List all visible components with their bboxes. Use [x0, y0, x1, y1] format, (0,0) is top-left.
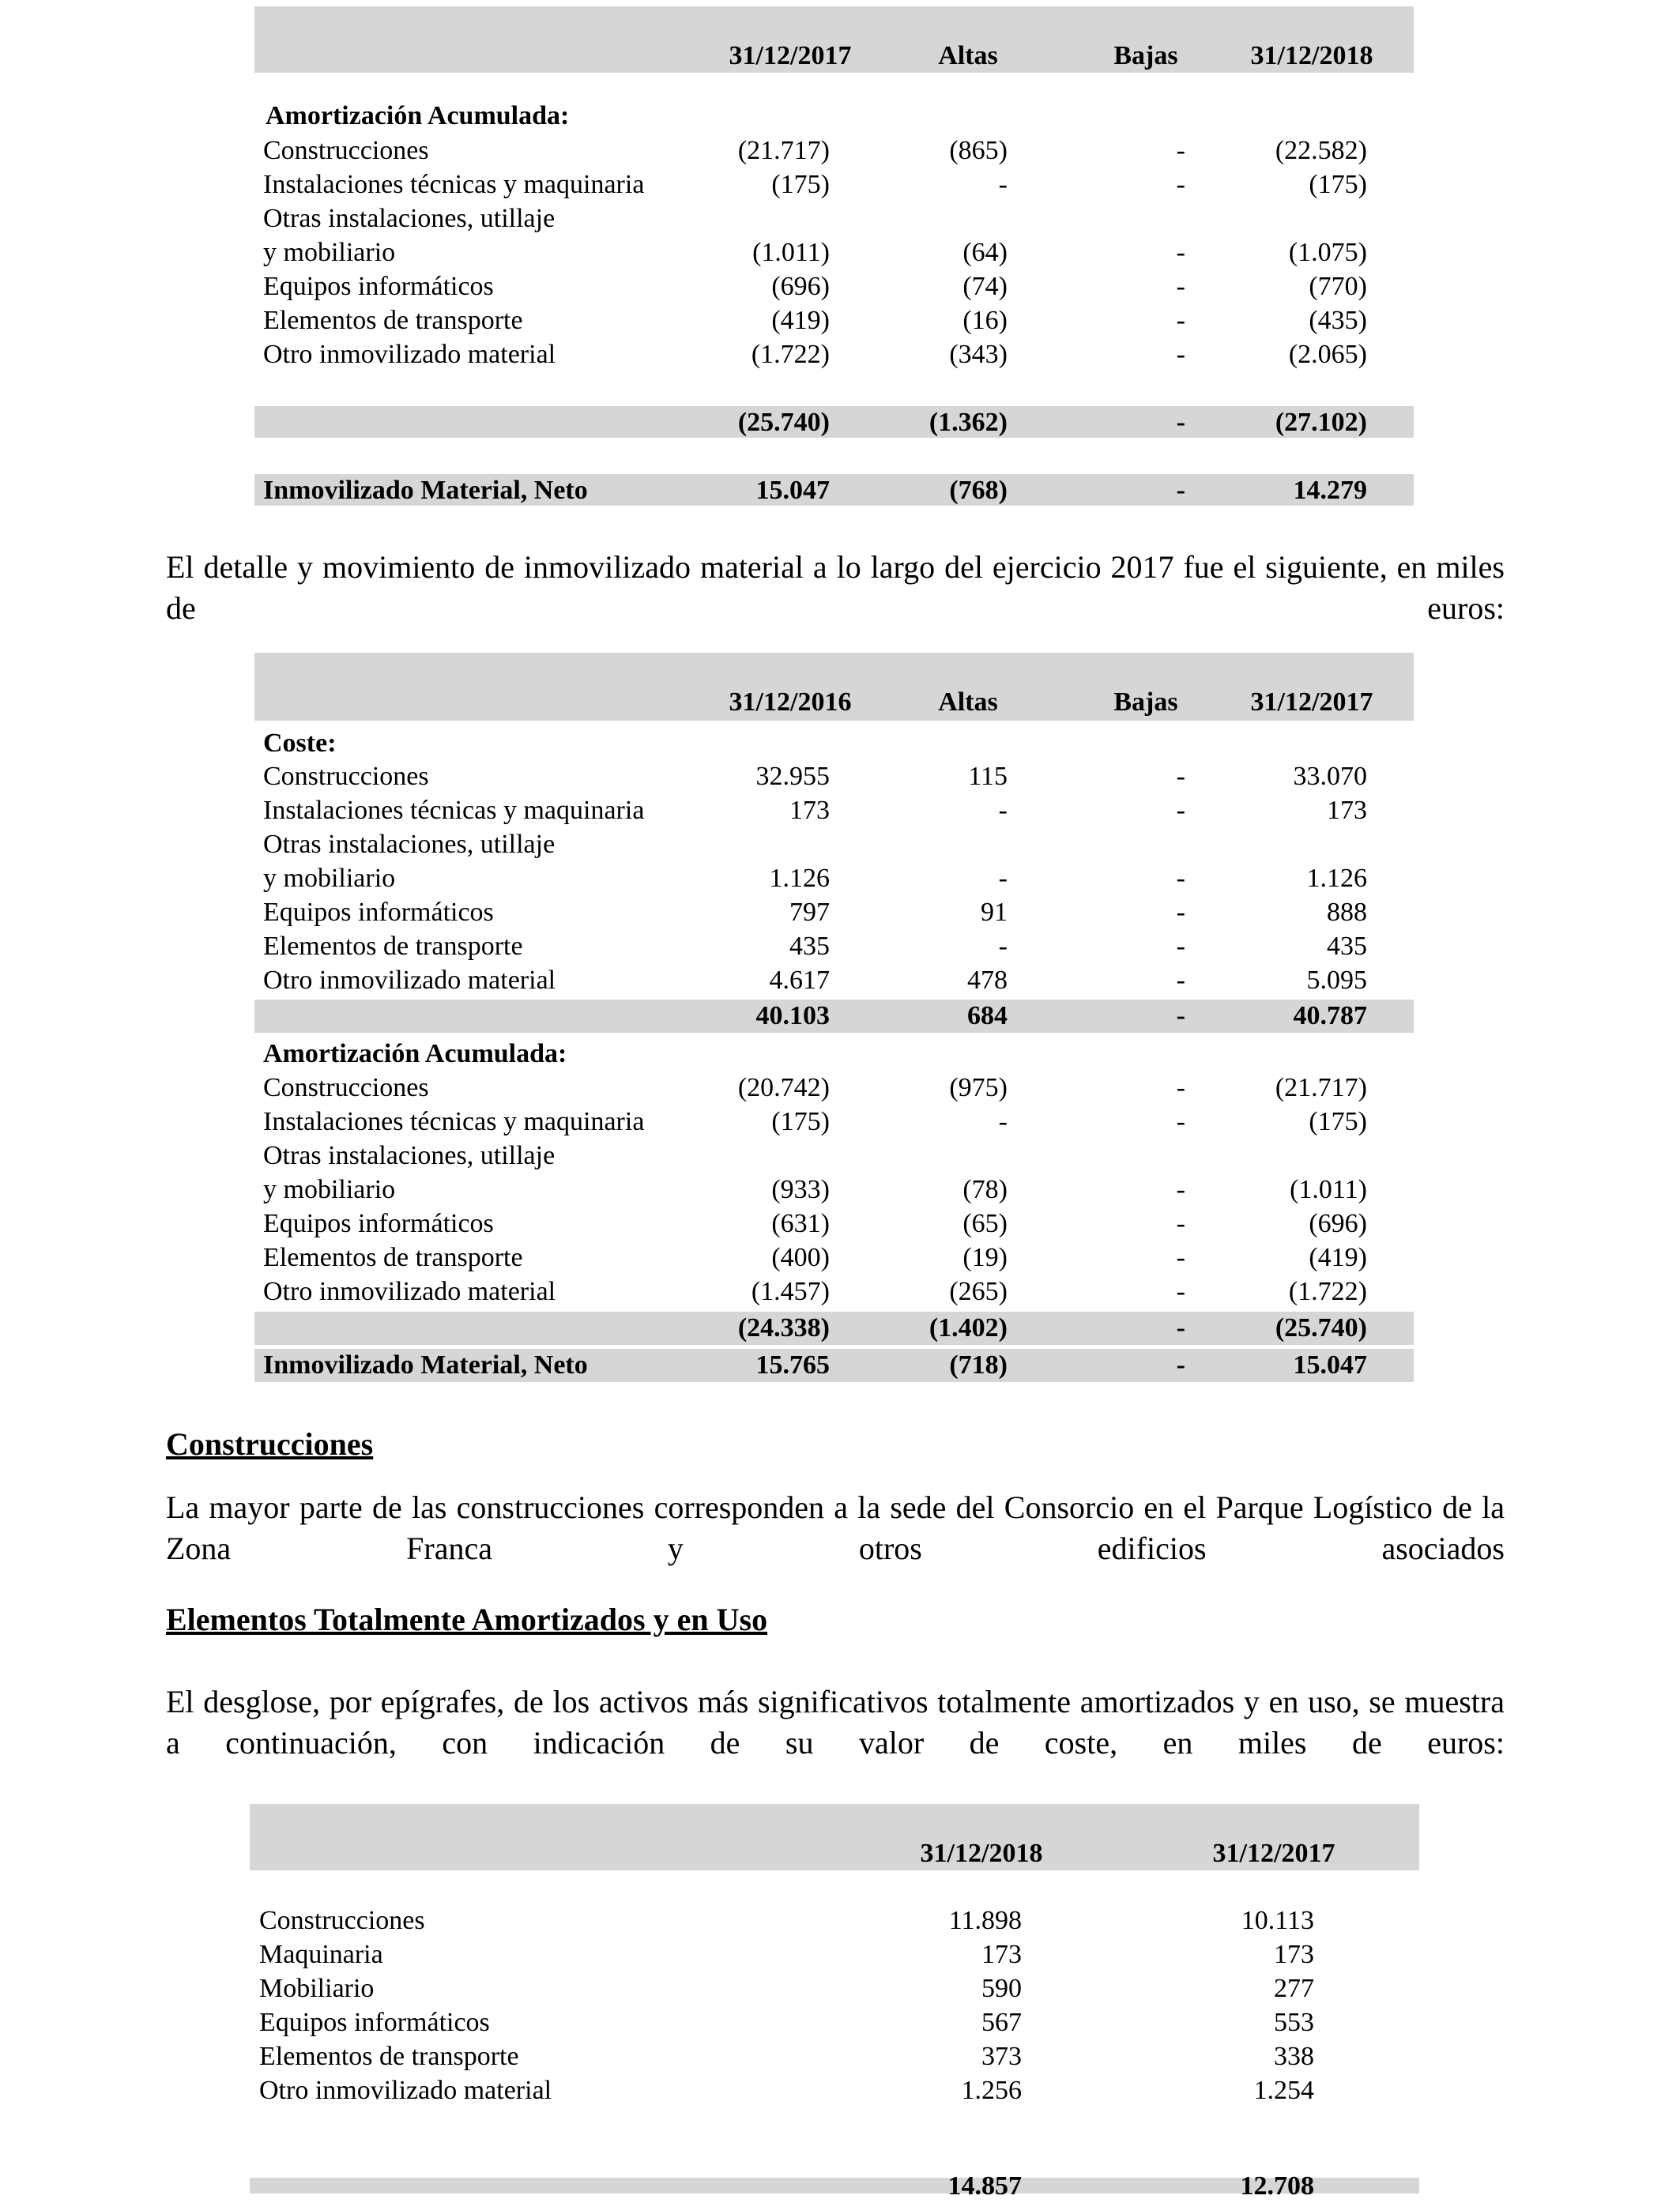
- cell-value: (419): [771, 306, 830, 335]
- column-header: 31/12/2017: [1212, 1839, 1335, 1868]
- row-label: Construcciones: [263, 1073, 429, 1102]
- cell-value: -: [1176, 476, 1185, 505]
- cell-value: 590: [981, 1974, 1022, 2003]
- cell-value: -: [1176, 966, 1185, 995]
- cell-value: (19): [962, 1243, 1008, 1272]
- cell-value: (2.065): [1288, 340, 1367, 369]
- row-label: Equipos informáticos: [263, 1209, 494, 1238]
- cell-value: 173: [1274, 1940, 1314, 1969]
- section-title: Amortización Acumulada:: [266, 101, 570, 130]
- cell-value: 567: [981, 2008, 1022, 2037]
- row-label: Equipos informáticos: [263, 272, 494, 301]
- cell-value: (933): [771, 1175, 830, 1204]
- cell-value: (1.362): [929, 408, 1008, 437]
- cell-value: (1.402): [929, 1313, 1008, 1343]
- row-label: Elementos de transporte: [263, 1243, 523, 1272]
- row-label: y mobiliario: [263, 238, 396, 267]
- cell-value: (696): [771, 272, 830, 301]
- column-header: Altas: [938, 41, 998, 70]
- cell-value: 40.787: [1293, 1001, 1367, 1030]
- cell-value: -: [998, 170, 1008, 199]
- cell-value: -: [1176, 864, 1185, 893]
- cell-value: (64): [962, 238, 1008, 267]
- cell-value: -: [1176, 238, 1185, 267]
- cell-value: 1.126: [1306, 864, 1367, 893]
- cell-value: (400): [771, 1243, 830, 1272]
- cell-value: 11.898: [948, 1906, 1022, 1935]
- row-label: y mobiliario: [263, 864, 396, 893]
- cell-value: -: [1176, 272, 1185, 301]
- cell-value: -: [1176, 306, 1185, 335]
- row-label: Mobiliario: [259, 1974, 375, 2003]
- row-label: Otras instalaciones, utillaje: [263, 1141, 556, 1170]
- cell-value: (175): [1309, 1107, 1367, 1136]
- cell-value: (22.582): [1275, 136, 1367, 165]
- cell-value: (74): [962, 272, 1008, 301]
- column-header: 31/12/2017: [729, 41, 852, 70]
- column-header: Bajas: [1113, 687, 1178, 717]
- row-label: Equipos informáticos: [263, 898, 494, 927]
- cell-value: 684: [967, 1001, 1008, 1030]
- cell-value: -: [1176, 408, 1185, 437]
- heading-construcciones: Construcciones: [166, 1426, 374, 1462]
- row-label: Otras instalaciones, utillaje: [263, 204, 556, 233]
- cell-value: 5.095: [1306, 966, 1367, 995]
- cell-value: -: [1176, 1001, 1185, 1030]
- cell-value: 797: [789, 898, 830, 927]
- row-label: Instalaciones técnicas y maquinaria: [263, 796, 645, 825]
- column-header: Bajas: [1113, 41, 1178, 70]
- row-label: Inmovilizado Material, Neto: [263, 1350, 588, 1380]
- cell-value: 888: [1327, 898, 1367, 927]
- cell-value: -: [1176, 340, 1185, 369]
- cell-value: (696): [1309, 1209, 1367, 1238]
- cell-value: -: [998, 796, 1008, 825]
- row-label: Instalaciones técnicas y maquinaria: [263, 170, 645, 199]
- cell-value: -: [998, 864, 1008, 893]
- cell-value: -: [1176, 1209, 1185, 1238]
- row-label: Construcciones: [263, 762, 429, 791]
- cell-value: -: [998, 932, 1008, 961]
- cell-value: 33.070: [1293, 762, 1367, 791]
- cell-value: 15.047: [755, 476, 830, 505]
- cell-value: (1.722): [1288, 1277, 1367, 1306]
- cell-value: 91: [981, 898, 1008, 927]
- row-label: Elementos de transporte: [263, 306, 523, 335]
- column-header: 31/12/2017: [1250, 687, 1373, 717]
- cell-value: (21.717): [737, 136, 830, 165]
- cell-value: 32.955: [755, 762, 830, 791]
- cell-value: (25.740): [1275, 1313, 1367, 1343]
- cell-value: 10.113: [1241, 1906, 1314, 1935]
- row-label: y mobiliario: [263, 1175, 396, 1204]
- cell-value: 1.254: [1253, 2076, 1314, 2105]
- cell-value: (1.075): [1288, 238, 1367, 267]
- row-label: Equipos informáticos: [259, 2008, 490, 2037]
- cell-value: -: [1176, 1243, 1185, 1272]
- cell-value: (1.011): [752, 238, 830, 267]
- cell-value: -: [1176, 898, 1185, 927]
- cell-value: 40.103: [755, 1001, 830, 1030]
- cell-value: 14.279: [1293, 476, 1367, 505]
- row-label: Construcciones: [263, 136, 429, 165]
- row-label: Construcciones: [259, 1906, 425, 1935]
- cell-value: 277: [1274, 1974, 1314, 2003]
- cell-value: (419): [1309, 1243, 1367, 1272]
- cell-value: 12.708: [1240, 2171, 1314, 2201]
- row-label: Inmovilizado Material, Neto: [263, 476, 588, 505]
- paragraph-detail-2017: El detalle y movimiento de inmovilizado material a lo largo del ejercicio 2017 fue el siguiente, en miles de euros:: [166, 549, 1505, 626]
- cell-value: 478: [967, 966, 1008, 995]
- cell-value: 338: [1274, 2042, 1314, 2071]
- cell-value: (770): [1309, 272, 1367, 301]
- cell-value: (175): [771, 1107, 830, 1136]
- cell-value: (1.722): [751, 340, 830, 369]
- cell-value: (16): [962, 306, 1008, 335]
- row-label: Otras instalaciones, utillaje: [263, 830, 556, 859]
- cell-value: (65): [962, 1209, 1008, 1238]
- cell-value: 4.617: [769, 966, 830, 995]
- cell-value: (631): [771, 1209, 830, 1238]
- row-label: Otro inmovilizado material: [263, 966, 556, 995]
- cell-value: 173: [1327, 796, 1367, 825]
- cell-value: 14.857: [947, 2171, 1022, 2201]
- row-label: Instalaciones técnicas y maquinaria: [263, 1107, 645, 1136]
- cell-value: 173: [789, 796, 830, 825]
- cell-value: -: [1176, 136, 1185, 165]
- column-header: 31/12/2018: [920, 1839, 1043, 1868]
- row-label: Otro inmovilizado material: [259, 2076, 552, 2105]
- cell-value: -: [1176, 1313, 1185, 1343]
- column-header: 31/12/2018: [1250, 41, 1373, 70]
- section-title: Coste:: [263, 729, 337, 758]
- cell-value: (21.717): [1275, 1073, 1367, 1102]
- cell-value: 1.256: [961, 2076, 1022, 2105]
- paragraph-construcciones: La mayor parte de las construcciones corresponden a la sede del Consorcio en el Parque Logístico de la Zona Franca y otros edificios asociados: [166, 1489, 1505, 1566]
- cell-value: (175): [771, 170, 830, 199]
- cell-value: -: [1176, 1073, 1185, 1102]
- cell-value: (435): [1309, 306, 1367, 335]
- cell-value: 173: [981, 1940, 1022, 1969]
- cell-value: 435: [789, 932, 830, 961]
- cell-value: -: [1176, 1107, 1185, 1136]
- cell-value: -: [1176, 796, 1185, 825]
- cell-value: 15.047: [1293, 1350, 1367, 1380]
- cell-value: (175): [1309, 170, 1367, 199]
- cell-value: -: [1176, 932, 1185, 961]
- cell-value: -: [1176, 1277, 1185, 1306]
- section-title: Amortización Acumulada:: [263, 1039, 567, 1068]
- cell-value: (865): [949, 136, 1008, 165]
- row-label: Maquinaria: [259, 1940, 383, 1969]
- cell-value: 373: [981, 2042, 1022, 2071]
- cell-value: -: [1176, 1350, 1185, 1380]
- cell-value: (975): [949, 1073, 1008, 1102]
- column-header: Altas: [938, 687, 998, 717]
- row-label: Elementos de transporte: [259, 2042, 519, 2071]
- cell-value: (1.457): [751, 1277, 830, 1306]
- paragraph-fully-amortized: El desglose, por epígrafes, de los activos más significativos totalmente amortizados y en uso, se muestra a continuación, con indicación de su valor de coste, en miles de euros:: [166, 1684, 1505, 1761]
- cell-value: (343): [949, 340, 1008, 369]
- heading-fully-amortized: Elementos Totalmente Amortizados y en Uso: [166, 1602, 768, 1637]
- cell-value: -: [1176, 1175, 1185, 1204]
- cell-value: (265): [949, 1277, 1008, 1306]
- cell-value: (24.338): [737, 1313, 830, 1343]
- cell-value: -: [998, 1107, 1008, 1136]
- row-label: Otro inmovilizado material: [263, 340, 556, 369]
- cell-value: -: [1176, 762, 1185, 791]
- cell-value: 15.765: [755, 1350, 830, 1380]
- cell-value: -: [1176, 170, 1185, 199]
- column-header: 31/12/2016: [729, 687, 852, 717]
- row-label: Elementos de transporte: [263, 932, 523, 961]
- cell-value: 115: [968, 762, 1008, 791]
- cell-value: (27.102): [1275, 408, 1367, 437]
- cell-value: 1.126: [769, 864, 830, 893]
- cell-value: (768): [949, 476, 1008, 505]
- row-label: Otro inmovilizado material: [263, 1277, 556, 1306]
- cell-value: (20.742): [737, 1073, 830, 1102]
- cell-value: (718): [949, 1350, 1008, 1380]
- cell-value: (25.740): [737, 408, 830, 437]
- cell-value: 435: [1327, 932, 1367, 961]
- cell-value: (78): [962, 1175, 1008, 1204]
- cell-value: 553: [1274, 2008, 1314, 2037]
- cell-value: (1.011): [1290, 1175, 1367, 1204]
